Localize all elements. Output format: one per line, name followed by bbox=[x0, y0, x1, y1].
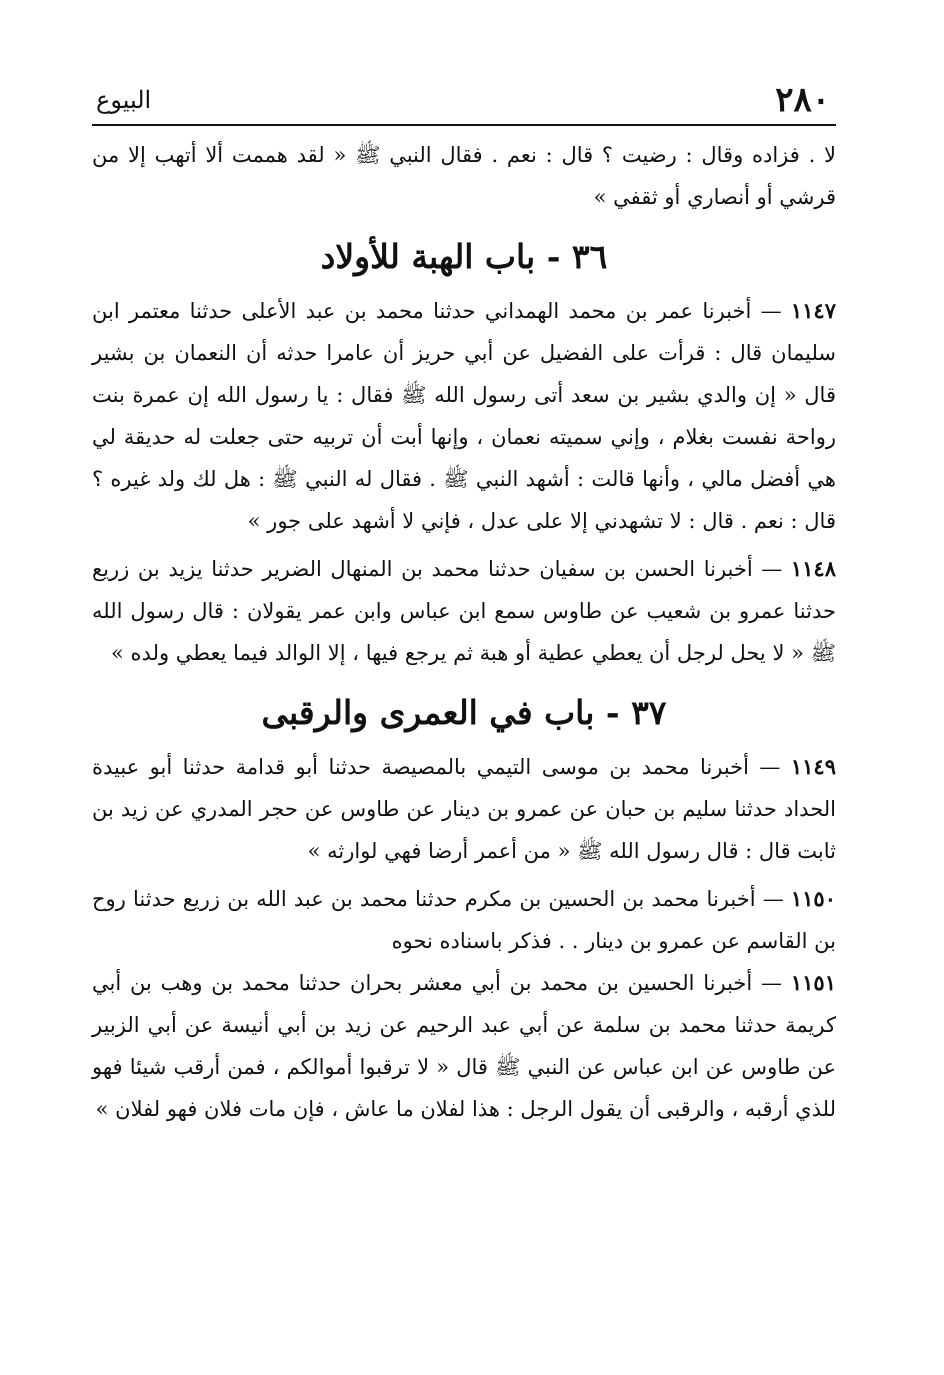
hadith-text: — أخبرنا عمر بن محمد الهمداني حدثنا محمد بن عبد الأعلى حدثنا معتمر ابن سليمان قال : قرأت على الفضيل عن أبي حريز أن عامرا حدثه أن النعمان بن بشير قال « إن والدي بشير بن سعد أتى رسول الله ﷺ فقال : يا رسول الله إن عمرة بنت رواحة نفست بغلام ، وإني سميته نعمان ، وإنها أبت أن تربيه حتى جعلت له حديقة لي هي أفضل مالي ، وأنها قالت : أشهد النبي ﷺ . فقال له النبي ﷺ : هل لك ولد غيره ؟ قال : نعم . قال : لا تشهدني إلا على عدل ، فإني لا أشهد على جور » bbox=[92, 299, 836, 533]
page-number: ٢٨٠ bbox=[775, 80, 830, 120]
hadith-1147 bbox=[92, 290, 836, 542]
hadith-number: ١١٤٩ bbox=[790, 754, 836, 779]
hadith-1148 bbox=[92, 548, 836, 674]
section-title: البيوع bbox=[96, 86, 152, 114]
book-page bbox=[92, 78, 836, 1335]
hadith-1149 bbox=[92, 746, 836, 872]
paragraph-text: لا . فزاده وقال : رضيت ؟ قال : نعم . فقال النبي ﷺ « لقد هممت ألا أتهب إلا من قرشي أو أنصاري أو ثقفي » bbox=[92, 143, 836, 209]
chapter-heading-37: ٣٧ - باب في العمرى والرقبى bbox=[261, 693, 667, 732]
hadith-text: — أخبرنا محمد بن الحسين بن مكرم حدثنا محمد بن عبد الله بن زريع حدثنا روح بن القاسم عن عمرو بن دينار . . فذكر باسناده نحوه bbox=[92, 887, 836, 953]
hadith-1151 bbox=[92, 962, 836, 1130]
hadith-number: ١١٥١ bbox=[790, 970, 836, 995]
hadith-number: ١١٤٨ bbox=[790, 556, 836, 581]
hadith-number: ١١٥٠ bbox=[790, 886, 836, 911]
hadith-text: — أخبرنا الحسين بن محمد بن أبي معشر بحران حدثنا محمد بن وهب بن أبي كريمة حدثنا محمد بن سلمة عن أبي عبد الرحيم عن زيد بن أبي أنيسة عن أبي الزبير عن طاوس عن ابن عباس عن النبي ﷺ قال « لا ترقبوا أموالكم ، فمن أرقب شيئا فهو للذي أرقبه ، والرقبى أن يقول الرجل : هذا لفلان ما عاش ، فإن مات فلان فهو لفلان » bbox=[92, 971, 836, 1121]
paragraph-continuation bbox=[92, 134, 836, 218]
hadith-text: — أخبرنا الحسن بن سفيان حدثنا محمد بن المنهال الضرير حدثنا يزيد بن زريع حدثنا عمرو بن شعيب عن طاوس سمع ابن عباس وابن عمر يقولان : قال رسول الله ﷺ « لا يحل لرجل أن يعطي عطية أو هبة ثم يرجع فيها ، إلا الوالد فيما يعطي ولده » bbox=[92, 557, 836, 665]
running-head bbox=[92, 78, 836, 126]
hadith-text: — أخبرنا محمد بن موسى التيمي بالمصيصة حدثنا أبو قدامة حدثنا أبو عبيدة الحداد حدثنا سليم بن حبان عن عمرو بن دينار عن طاوس عن حجر المدري عن زيد بن ثابت قال : قال رسول الله ﷺ « من أعمر أرضا فهي لوارثه » bbox=[92, 755, 836, 863]
hadith-1150 bbox=[92, 878, 836, 962]
chapter-heading-36: ٣٦ - باب الهبة للأولاد bbox=[320, 237, 608, 276]
hadith-number: ١١٤٧ bbox=[790, 298, 836, 323]
